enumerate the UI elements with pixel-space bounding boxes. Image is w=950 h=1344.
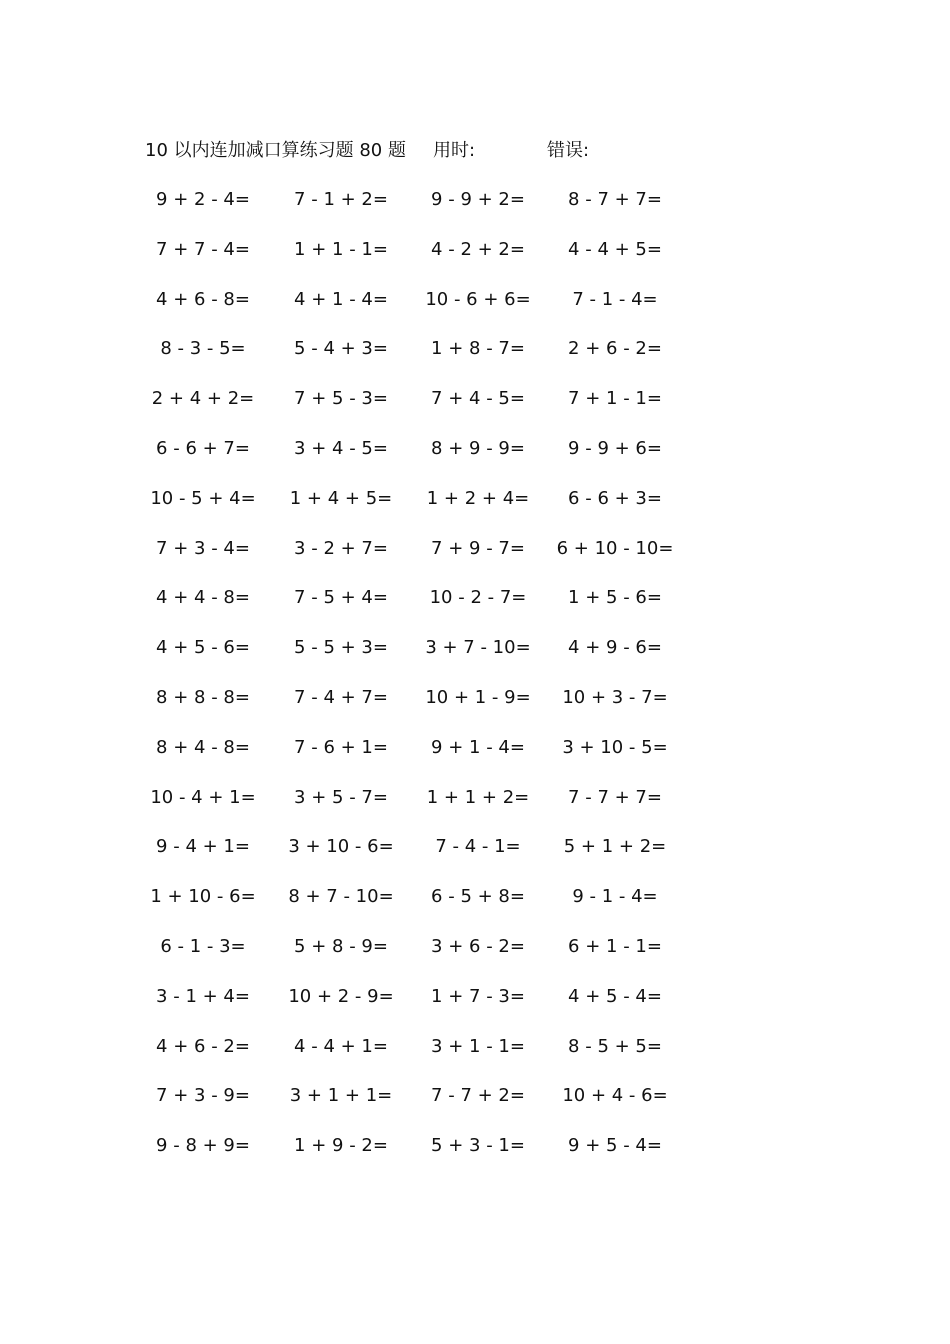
arithmetic-problem: 8 + 4 - 8= bbox=[156, 736, 250, 758]
arithmetic-problem: 6 - 6 + 3= bbox=[568, 487, 662, 509]
arithmetic-problem: 7 - 1 + 2= bbox=[294, 189, 388, 210]
arithmetic-problem: 1 + 4 + 5= bbox=[289, 487, 393, 509]
arithmetic-problem: 1 + 5 - 6= bbox=[568, 587, 662, 609]
arithmetic-problem: 8 - 7 + 7= bbox=[568, 189, 662, 210]
arithmetic-problem: 9 - 8 + 9= bbox=[156, 1135, 250, 1157]
arithmetic-problem: 9 - 1 - 4= bbox=[572, 886, 658, 908]
arithmetic-problem: 5 + 3 - 1= bbox=[431, 1135, 525, 1157]
arithmetic-problem: 3 + 7 - 10= bbox=[425, 637, 531, 659]
arithmetic-problem: 9 - 9 + 2= bbox=[431, 189, 525, 210]
arithmetic-problem: 8 + 7 - 10= bbox=[288, 886, 394, 908]
arithmetic-problem: 10 - 5 + 4= bbox=[150, 487, 256, 509]
arithmetic-problem: 7 + 7 - 4= bbox=[156, 238, 250, 260]
arithmetic-problem: 2 + 6 - 2= bbox=[568, 338, 662, 360]
arithmetic-problem: 7 - 7 + 2= bbox=[431, 1085, 525, 1107]
arithmetic-problem: 10 - 4 + 1= bbox=[150, 786, 256, 808]
arithmetic-problem: 8 - 3 - 5= bbox=[160, 338, 246, 360]
arithmetic-problem: 6 + 10 - 10= bbox=[556, 537, 674, 559]
arithmetic-problem: 7 + 3 - 9= bbox=[156, 1085, 250, 1107]
problem-row bbox=[0, 683, 950, 713]
arithmetic-problem: 4 + 1 - 4= bbox=[294, 288, 388, 310]
arithmetic-problem: 7 - 4 + 7= bbox=[294, 687, 388, 708]
arithmetic-problem: 4 - 4 + 5= bbox=[568, 238, 662, 260]
arithmetic-problem: 1 + 2 + 4= bbox=[426, 487, 530, 509]
arithmetic-problem: 10 + 3 - 7= bbox=[562, 687, 668, 708]
problem-row bbox=[0, 1081, 950, 1111]
arithmetic-problem: 4 + 4 - 8= bbox=[156, 587, 250, 609]
arithmetic-problem: 9 + 5 - 4= bbox=[568, 1135, 662, 1157]
arithmetic-problem: 4 - 4 + 1= bbox=[294, 1035, 388, 1057]
arithmetic-problem: 8 + 9 - 9= bbox=[431, 438, 525, 459]
arithmetic-problem: 7 + 4 - 5= bbox=[431, 388, 525, 410]
arithmetic-problem: 1 + 10 - 6= bbox=[150, 886, 256, 908]
arithmetic-problem: 3 - 2 + 7= bbox=[294, 537, 388, 559]
problem-row bbox=[0, 733, 950, 763]
arithmetic-problem: 7 + 5 - 3= bbox=[294, 388, 388, 410]
problem-row bbox=[0, 1032, 950, 1062]
problem-row bbox=[0, 783, 950, 813]
arithmetic-problem: 5 + 8 - 9= bbox=[294, 936, 388, 957]
arithmetic-problem: 7 - 6 + 1= bbox=[294, 736, 388, 758]
problem-row bbox=[0, 334, 950, 364]
arithmetic-problem: 7 + 1 - 1= bbox=[568, 388, 662, 410]
arithmetic-problem: 10 + 1 - 9= bbox=[425, 687, 531, 708]
worksheet-title: 10 以内连加减口算练习题 80 题 bbox=[145, 140, 406, 161]
arithmetic-problem: 4 + 5 - 4= bbox=[568, 985, 662, 1007]
arithmetic-problem: 1 + 1 - 1= bbox=[294, 238, 388, 260]
arithmetic-problem: 6 + 1 - 1= bbox=[568, 936, 662, 957]
arithmetic-problem: 9 + 2 - 4= bbox=[156, 189, 250, 210]
arithmetic-problem: 9 + 1 - 4= bbox=[431, 736, 525, 758]
arithmetic-problem: 3 + 10 - 5= bbox=[562, 736, 668, 758]
arithmetic-problem: 3 + 6 - 2= bbox=[431, 936, 525, 957]
arithmetic-problem: 10 + 2 - 9= bbox=[288, 985, 394, 1007]
problem-row bbox=[0, 882, 950, 912]
problem-row bbox=[0, 185, 950, 215]
arithmetic-problem: 1 + 1 + 2= bbox=[426, 786, 530, 808]
arithmetic-problem: 7 + 9 - 7= bbox=[431, 537, 525, 559]
error-count-label: 错误: bbox=[547, 140, 590, 161]
arithmetic-problem: 8 - 5 + 5= bbox=[568, 1035, 662, 1057]
problem-row bbox=[0, 285, 950, 315]
arithmetic-problem: 10 - 6 + 6= bbox=[425, 288, 531, 310]
arithmetic-problem: 7 - 5 + 4= bbox=[294, 587, 388, 609]
problem-row bbox=[0, 633, 950, 663]
arithmetic-problem: 1 + 9 - 2= bbox=[294, 1135, 388, 1157]
arithmetic-problem: 5 - 5 + 3= bbox=[294, 637, 388, 659]
arithmetic-problem: 10 + 4 - 6= bbox=[562, 1085, 668, 1107]
arithmetic-problem: 3 + 10 - 6= bbox=[288, 836, 394, 858]
arithmetic-problem: 3 + 5 - 7= bbox=[294, 786, 388, 808]
arithmetic-problem: 7 + 3 - 4= bbox=[156, 537, 250, 559]
arithmetic-problem: 1 + 7 - 3= bbox=[431, 985, 525, 1007]
problem-row bbox=[0, 982, 950, 1012]
problem-row bbox=[0, 484, 950, 514]
arithmetic-problem: 9 - 9 + 6= bbox=[568, 438, 662, 459]
arithmetic-problem: 2 + 4 + 2= bbox=[151, 388, 255, 410]
problem-row bbox=[0, 1131, 950, 1161]
arithmetic-problem: 6 - 5 + 8= bbox=[431, 886, 525, 908]
arithmetic-problem: 3 - 1 + 4= bbox=[156, 985, 250, 1007]
problem-row bbox=[0, 583, 950, 613]
arithmetic-problem: 7 - 1 - 4= bbox=[572, 288, 658, 310]
arithmetic-problem: 10 - 2 - 7= bbox=[429, 587, 527, 609]
arithmetic-problem: 3 + 1 + 1= bbox=[289, 1085, 393, 1107]
time-used-label: 用时: bbox=[433, 140, 476, 161]
arithmetic-problem: 3 + 4 - 5= bbox=[294, 438, 388, 459]
arithmetic-problem: 4 + 9 - 6= bbox=[568, 637, 662, 659]
arithmetic-problem: 4 + 5 - 6= bbox=[156, 637, 250, 659]
problem-row bbox=[0, 434, 950, 464]
arithmetic-problem: 7 - 4 - 1= bbox=[435, 836, 521, 858]
problem-row bbox=[0, 534, 950, 564]
arithmetic-problem: 1 + 8 - 7= bbox=[431, 338, 525, 360]
problem-row bbox=[0, 832, 950, 862]
arithmetic-problem: 4 + 6 - 8= bbox=[156, 288, 250, 310]
arithmetic-problem: 5 + 1 + 2= bbox=[563, 836, 667, 858]
problem-row bbox=[0, 932, 950, 962]
arithmetic-problem: 5 - 4 + 3= bbox=[294, 338, 388, 360]
arithmetic-problem: 7 - 7 + 7= bbox=[568, 786, 662, 808]
arithmetic-problem: 6 - 1 - 3= bbox=[160, 936, 246, 957]
arithmetic-problem: 8 + 8 - 8= bbox=[156, 687, 250, 708]
arithmetic-problem: 9 - 4 + 1= bbox=[156, 836, 250, 858]
arithmetic-problem: 6 - 6 + 7= bbox=[156, 438, 250, 459]
arithmetic-problem: 4 - 2 + 2= bbox=[431, 238, 525, 260]
problem-row bbox=[0, 235, 950, 265]
arithmetic-problem: 3 + 1 - 1= bbox=[431, 1035, 525, 1057]
problem-row bbox=[0, 384, 950, 414]
arithmetic-problem: 4 + 6 - 2= bbox=[156, 1035, 250, 1057]
